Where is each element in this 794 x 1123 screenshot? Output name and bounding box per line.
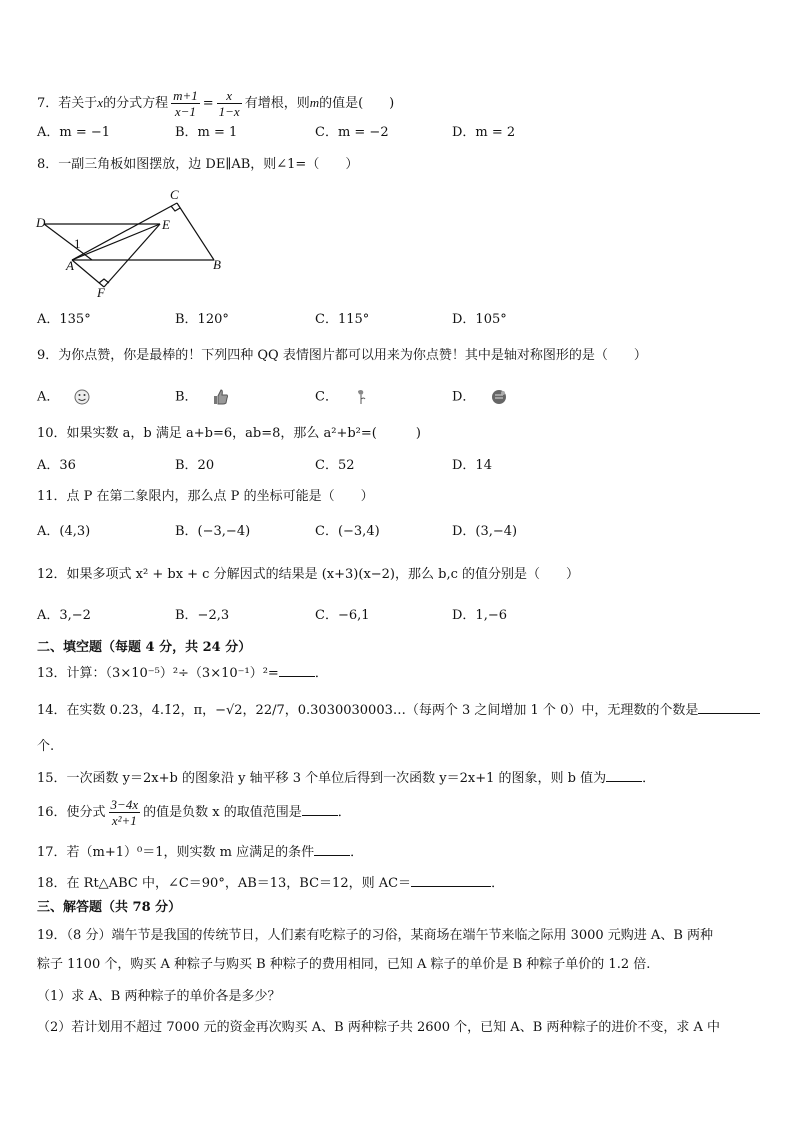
question-15	[37, 769, 655, 788]
question-7	[37, 88, 394, 119]
q7-fraction-1	[171, 88, 200, 119]
question-14	[37, 701, 760, 720]
question-9: 9．为你点赞，你是最棒的！下列四种 QQ 表情图片都可以用来为你点赞！其中是轴对称图形的是（ ）	[37, 348, 647, 363]
q7-option-b[interactable]: B．m = 1	[175, 125, 238, 140]
q11-option-d[interactable]: D．(3,−4)	[452, 524, 518, 539]
label-f: F	[97, 285, 105, 300]
q10-option-a[interactable]: A．36	[37, 458, 76, 473]
q9-option-a-label: A．	[37, 389, 60, 405]
q10-option-b[interactable]: B．20	[175, 458, 215, 473]
q7-fraction-2	[217, 88, 242, 119]
right-angle-f	[99, 279, 109, 283]
q14-answer-blank[interactable]	[698, 701, 760, 714]
q12-option-d[interactable]: D．1,−6	[452, 608, 507, 623]
question-8: 8．一副三角板如图摆放，边 DE∥AB，则∠1=（ ）	[37, 157, 359, 172]
question-10: 10．如果实数 a，b 满足 a+b=6，ab=8，那么 a²+b²=( )	[37, 426, 421, 441]
q15-end: ．	[642, 771, 656, 786]
q16-end: ．	[337, 805, 351, 820]
q11-option-c[interactable]: C．(−3,4)	[315, 524, 380, 539]
q16-answer-blank[interactable]	[302, 803, 338, 816]
q15-text: 15．一次函数 y＝2x+b 的图象沿 y 轴平移 3 个单位后得到一次函数 y＝2x+1 的图象，则 b 值为	[37, 771, 607, 786]
q9-option-c[interactable]	[315, 388, 370, 407]
q8-option-b[interactable]: B．120°	[175, 312, 229, 327]
q9-option-b[interactable]	[175, 388, 230, 407]
q7-frac2-num: x	[217, 88, 242, 104]
q7-option-d[interactable]: D．m = 2	[452, 125, 516, 140]
right-angle-c	[171, 206, 180, 211]
edge-EF	[104, 224, 160, 287]
q7-mid: 的分式方程	[103, 96, 169, 111]
q14-continuation: 个.	[37, 739, 55, 754]
q19-sub-2: （2）若计划用不超过 7000 元的资金再次购买 A、B 两种粽子共 2600 个，已知 A、B 两种粽子的进价不变，求 A 中	[37, 1020, 721, 1035]
q9-option-c-label: C．	[315, 389, 338, 405]
question-13	[37, 664, 328, 683]
q16-frac-num: 3−4x	[110, 797, 139, 812]
section-fill-in-title: 二、填空题（每题 4 分，共 24 分）	[37, 640, 252, 655]
q7-prefix: 7．若关于	[37, 96, 98, 111]
q13-answer-blank[interactable]	[279, 664, 315, 677]
q17-text: 17．若（m+1）⁰＝1，则实数 m 应满足的条件	[37, 845, 315, 860]
q12-option-b[interactable]: B．−2,3	[175, 608, 230, 623]
q7-frac1-num: m+1	[173, 88, 198, 103]
triangle-figure	[32, 185, 232, 300]
question-18	[37, 874, 504, 893]
smiley-icon	[73, 388, 91, 406]
q7-option-c[interactable]: C．m = −2	[315, 125, 389, 140]
q12-option-c[interactable]: C．−6,1	[315, 608, 370, 623]
q7-frac1-den: x−1	[174, 104, 196, 119]
question-17	[37, 843, 363, 862]
q16-frac-den: x²+1	[111, 813, 137, 828]
q16-suffix: 的值是负数 x 的取值范围是	[143, 805, 302, 820]
q13-text: 13．计算：（3×10⁻⁵）²÷（3×10⁻¹）²=	[37, 666, 279, 681]
q17-answer-blank[interactable]	[314, 843, 350, 856]
q9-option-a[interactable]	[37, 388, 91, 407]
label-angle-1: 1	[74, 236, 81, 251]
q7-frac2-den: 1−x	[218, 104, 240, 119]
q9-option-b-label: B．	[175, 389, 198, 405]
section-solve-title: 三、解答题（共 78 分）	[37, 900, 182, 915]
question-12: 12．如果多项式 x² + bx + c 分解因式的结果是 (x+3)(x−2)，那么 b,c 的值分别是（ ）	[37, 567, 580, 582]
question-11: 11．点 P 在第二象限内，那么点 P 的坐标可能是（ ）	[37, 489, 374, 504]
q14-text: 14．在实数 0.23，4.1̇2̇，π，−√2，22/7，0.3030030003…（每两个 3 之间增加 1 个 0）中，无理数的个数是	[37, 703, 699, 718]
edge-CB	[177, 203, 214, 260]
q18-answer-blank[interactable]	[411, 874, 491, 887]
q16-prefix: 16．使分式	[37, 805, 106, 820]
q19-line-1: 19．（8 分）端午节是我国的传统节日，人们素有吃粽子的习俗，某商场在端午节来临之际用 3000 元购进 A、B 两种	[37, 928, 714, 943]
edge-EA	[72, 224, 160, 260]
question-16	[37, 797, 351, 828]
q18-end: ．	[491, 876, 505, 891]
q7-end: 的值是( )	[319, 96, 395, 111]
q10-option-d[interactable]: D．14	[452, 458, 492, 473]
q7-var-m: m	[309, 95, 320, 110]
q12-option-a[interactable]: A．3,−2	[37, 608, 91, 623]
q9-option-d[interactable]	[452, 388, 509, 407]
q7-equals: =	[202, 96, 214, 111]
q18-text: 18．在 Rt△ABC 中，∠C＝90°，AB＝13，BC＝12，则 AC＝	[37, 876, 412, 891]
label-d: D	[36, 215, 46, 230]
label-c: C	[170, 187, 179, 202]
fist-icon	[489, 388, 509, 406]
q7-suffix: 有增根，则	[244, 96, 310, 111]
q8-option-c[interactable]: C．115°	[315, 312, 370, 327]
q7-var-x: x	[97, 95, 104, 110]
q7-option-a[interactable]: A．m = −1	[37, 125, 111, 140]
thumbs-up-icon	[212, 388, 230, 406]
q10-option-c[interactable]: C．52	[315, 458, 355, 473]
q8-option-d[interactable]: D．105°	[452, 312, 507, 327]
q16-fraction	[109, 797, 141, 828]
q13-end: ．	[314, 666, 328, 681]
label-b: B	[213, 257, 221, 272]
rose-icon	[352, 388, 370, 406]
label-e: E	[162, 217, 170, 232]
label-a: A	[66, 258, 74, 273]
q15-answer-blank[interactable]	[606, 769, 642, 782]
q11-option-a[interactable]: A．(4,3)	[37, 524, 91, 539]
q11-option-b[interactable]: B．(−3,−4)	[175, 524, 251, 539]
q19-line-2: 粽子 1100 个，购买 A 种粽子与购买 B 种粽子的费用相同，已知 A 粽子的单价是 B 种粽子单价的 1.2 倍.	[37, 957, 651, 972]
q9-option-d-label: D．	[452, 389, 476, 405]
q17-end: ．	[350, 845, 364, 860]
q8-option-a[interactable]: A．135°	[37, 312, 91, 327]
q19-sub-1: （1）求 A、B 两种粽子的单价各是多少？	[37, 989, 281, 1004]
